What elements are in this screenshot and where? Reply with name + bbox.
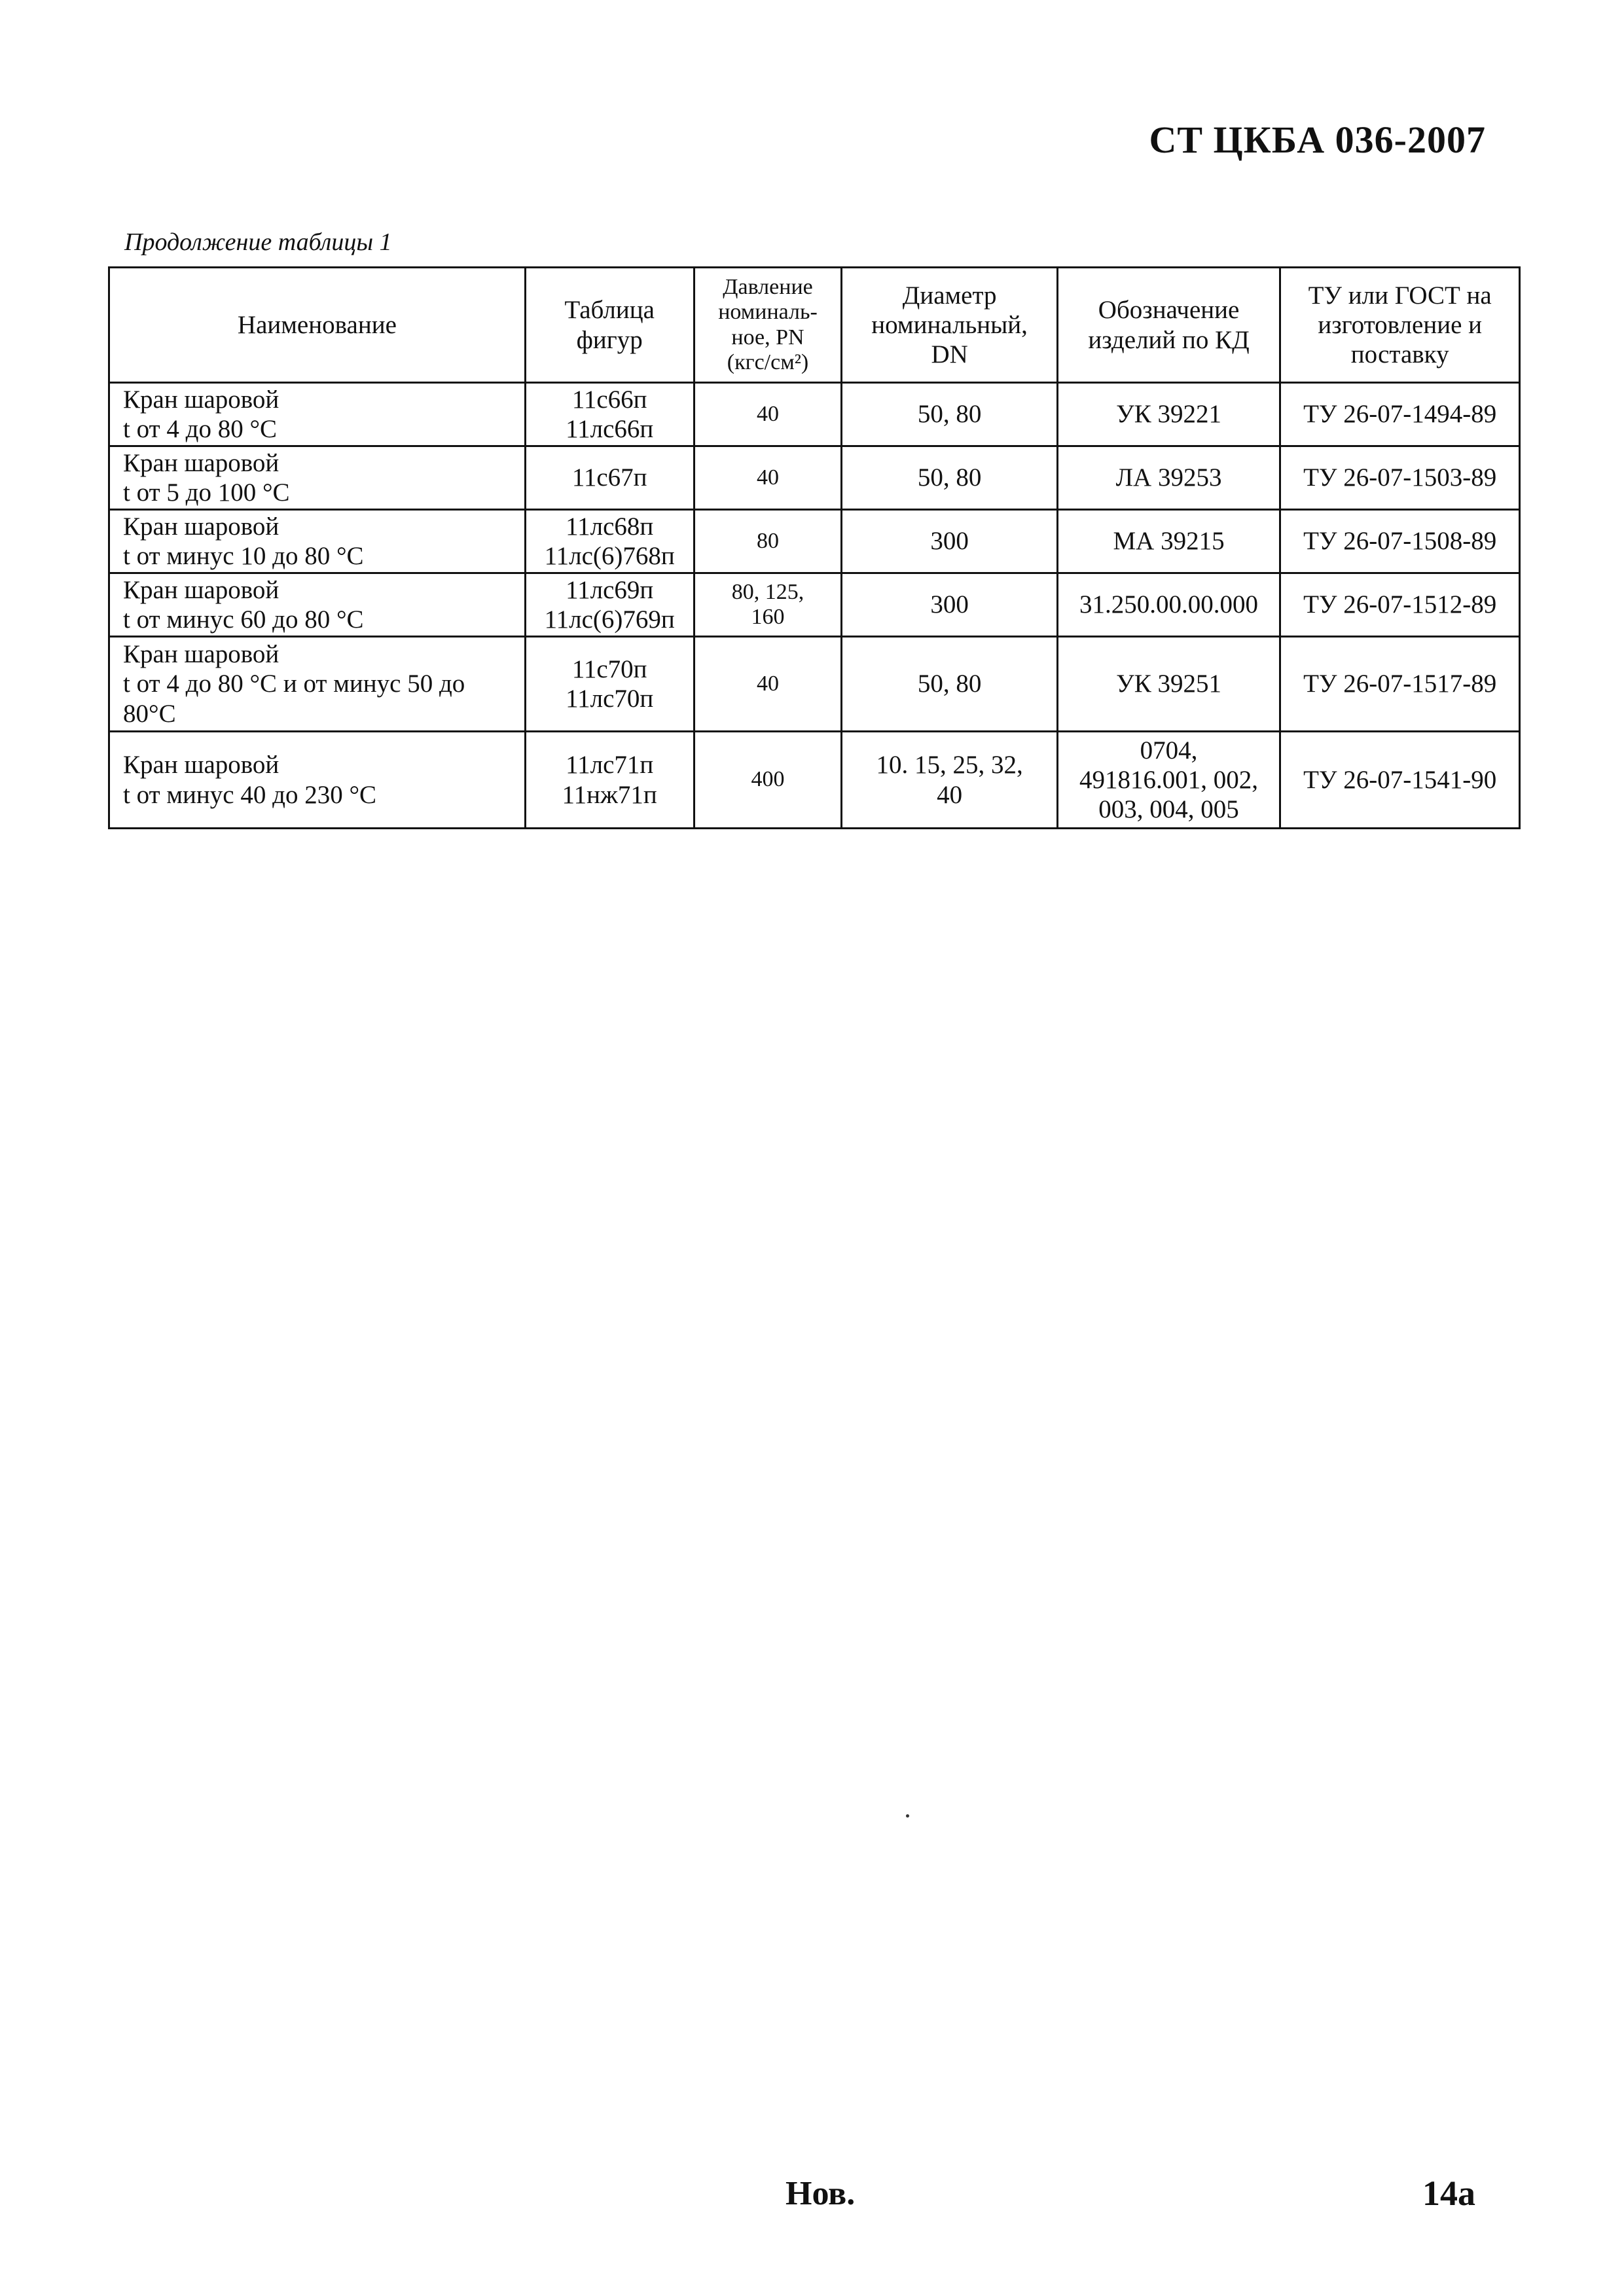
cell-designation: МА 39215 bbox=[1057, 510, 1280, 573]
cell-diameter: 50, 80 bbox=[842, 446, 1057, 510]
column-header-designation: Обозначение изделий по КД bbox=[1057, 268, 1280, 383]
cell-diameter: 300 bbox=[842, 573, 1057, 637]
column-header-standard: ТУ или ГОСТ на изготовление и поставку bbox=[1280, 268, 1520, 383]
cell-name: Кран шаровой t от 5 до 100 °С bbox=[109, 446, 526, 510]
cell-diameter: 50, 80 bbox=[842, 637, 1057, 732]
cell-standard: ТУ 26-07-1517-89 bbox=[1280, 637, 1520, 732]
revision-status: Нов. bbox=[785, 2175, 856, 2212]
column-header-name: Наименование bbox=[109, 268, 526, 383]
table-row bbox=[109, 732, 1520, 829]
cell-name: Кран шаровой t от минус 60 до 80 °С bbox=[109, 573, 526, 637]
cell-designation: УК 39251 bbox=[1057, 637, 1280, 732]
cell-designation: УК 39221 bbox=[1057, 383, 1280, 446]
cell-standard: ТУ 26-07-1494-89 bbox=[1280, 383, 1520, 446]
table-row bbox=[109, 446, 1520, 510]
cell-pressure: 40 bbox=[694, 637, 842, 732]
cell-figure: 11лс69п 11лс(6)769п bbox=[525, 573, 694, 637]
cell-figure: 11лс71п 11нж71п bbox=[525, 732, 694, 829]
cell-standard: ТУ 26-07-1541-90 bbox=[1280, 732, 1520, 829]
cell-standard: ТУ 26-07-1512-89 bbox=[1280, 573, 1520, 637]
table-row bbox=[109, 383, 1520, 446]
cell-pressure: 40 bbox=[694, 446, 842, 510]
document-code: СТ ЦКБА 036-2007 bbox=[1149, 118, 1486, 161]
scan-speck bbox=[906, 1814, 909, 1818]
cell-standard: ТУ 26-07-1503-89 bbox=[1280, 446, 1520, 510]
cell-pressure: 40 bbox=[694, 383, 842, 446]
cell-diameter: 10. 15, 25, 32, 40 bbox=[842, 732, 1057, 829]
cell-pressure: 80, 125, 160 bbox=[694, 573, 842, 637]
cell-pressure: 80 bbox=[694, 510, 842, 573]
column-header-diameter: Диаметр номинальный, DN bbox=[842, 268, 1057, 383]
column-header-figure-table: Таблица фигур bbox=[525, 268, 694, 383]
table-continuation-caption: Продолжение таблицы 1 bbox=[124, 228, 392, 256]
cell-name: Кран шаровой t от минус 40 до 230 °С bbox=[109, 732, 526, 829]
table-row bbox=[109, 573, 1520, 637]
cell-pressure: 400 bbox=[694, 732, 842, 829]
cell-designation: 31.250.00.00.000 bbox=[1057, 573, 1280, 637]
cell-figure: 11с66п 11лс66п bbox=[525, 383, 694, 446]
column-header-pressure: Давление номиналь- ное, PN (кгс/см²) bbox=[694, 268, 842, 383]
cell-diameter: 300 bbox=[842, 510, 1057, 573]
cell-name: Кран шаровой t от 4 до 80 °С и от минус 50 до 80°С bbox=[109, 637, 526, 732]
cell-name: Кран шаровой t от 4 до 80 °С bbox=[109, 383, 526, 446]
table-header-row bbox=[109, 268, 1520, 383]
cell-standard: ТУ 26-07-1508-89 bbox=[1280, 510, 1520, 573]
cell-designation: ЛА 39253 bbox=[1057, 446, 1280, 510]
table-row bbox=[109, 637, 1520, 732]
specification-table bbox=[108, 266, 1521, 829]
page-number: 14а bbox=[1422, 2174, 1475, 2213]
cell-name: Кран шаровой t от минус 10 до 80 °С bbox=[109, 510, 526, 573]
cell-figure: 11лс68п 11лс(6)768п bbox=[525, 510, 694, 573]
cell-designation: 0704, 491816.001, 002, 003, 004, 005 bbox=[1057, 732, 1280, 829]
cell-figure: 11с70п 11лс70п bbox=[525, 637, 694, 732]
cell-diameter: 50, 80 bbox=[842, 383, 1057, 446]
cell-figure: 11с67п bbox=[525, 446, 694, 510]
table-row bbox=[109, 510, 1520, 573]
